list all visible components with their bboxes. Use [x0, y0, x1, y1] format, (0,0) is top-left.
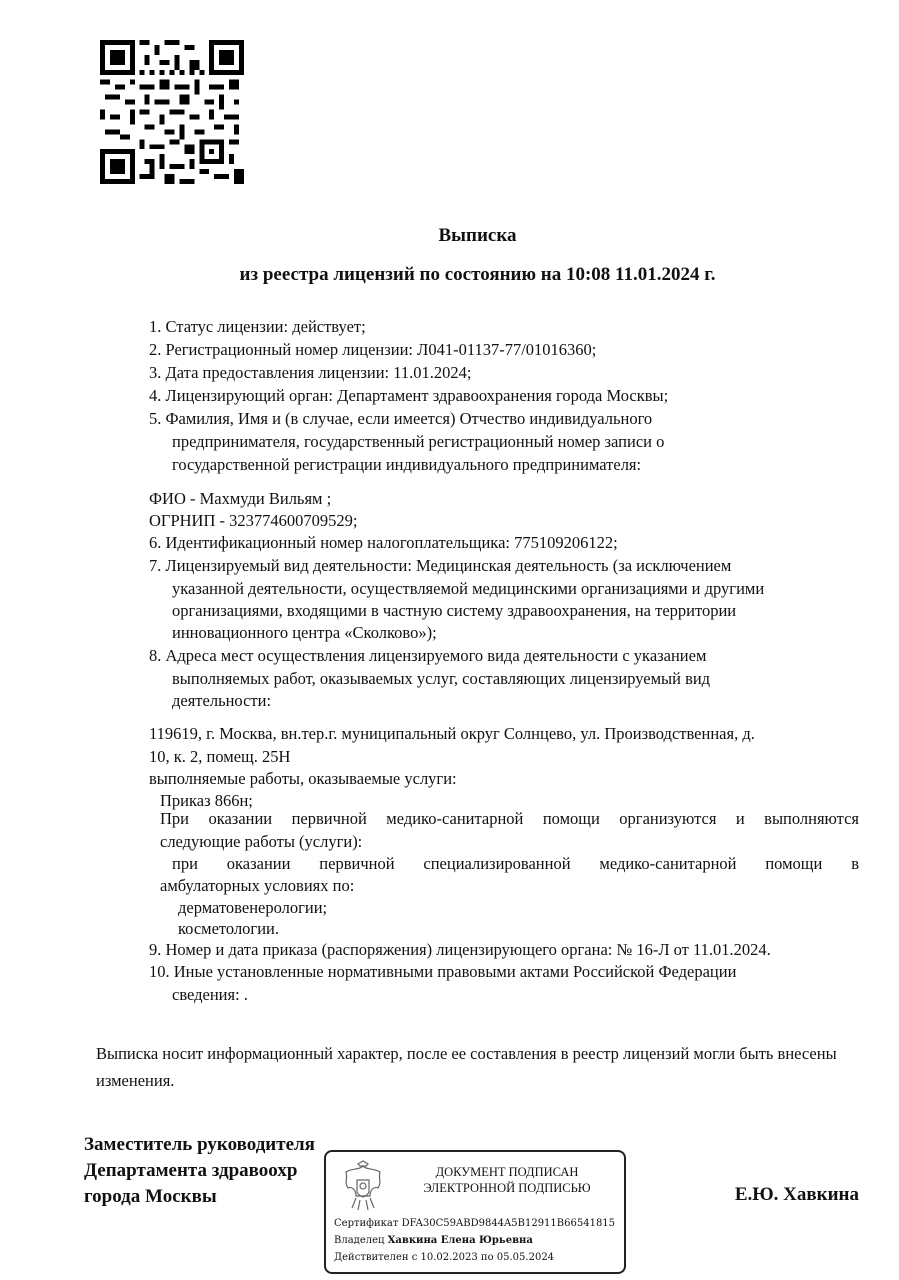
signatory-position-line: Заместитель руководителя: [84, 1134, 315, 1155]
electronic-signature-stamp: [324, 1150, 626, 1274]
item-entrepreneur-heading-cont: предпринимателя, государственный регистрационный номер записи о: [172, 432, 665, 451]
certificate-number: DFA30C59ABD9844A5B12911B66541815: [401, 1218, 616, 1229]
primary-care-line-cont: следующие работы (услуги):: [160, 832, 363, 851]
entrepreneur-ogrnip: ОГРНИП - 323774600709529;: [149, 511, 358, 530]
item-other-info-cont: сведения: .: [172, 985, 248, 1004]
stamp-heading: [396, 1164, 618, 1196]
stamp-heading-line: ЭЛЕКТРОННОЙ ПОДПИСЬЮ: [423, 1181, 591, 1195]
item-activity-type-cont: указанной деятельности, осуществляемой медицинскими организациями и другими: [172, 579, 765, 598]
order-reference: Приказ 866н;: [160, 791, 253, 810]
specialized-care-line-cont: амбулаторных условиях по:: [160, 876, 355, 895]
item-licensing-authority: 4. Лицензирующий орган: Департамент здравоохранения города Москвы;: [149, 386, 669, 405]
qr-code-icon: [100, 40, 244, 184]
service-cosmetology: косметологии.: [178, 919, 279, 938]
item-license-status: 1. Статус лицензии: действует;: [149, 317, 366, 336]
item-other-info: 10. Иные установленные нормативными правовыми актами Российской Федерации: [149, 962, 737, 981]
stamp-owner: [334, 1235, 533, 1246]
item-registration-number: 2. Регистрационный номер лицензии: Л041-01137-77/01016360;: [149, 340, 597, 359]
item-entrepreneur-heading: 5. Фамилия, Имя и (в случае, если имеется) Отчество индивидуального: [149, 409, 653, 428]
owner-name: Хавкина Елена Юрьевна: [387, 1235, 533, 1246]
item-activity-type-cont: инновационного центра «Сколково»);: [172, 623, 437, 642]
address-line: 119619, г. Москва, вн.тер.г. муниципальный округ Солнцево, ул. Производственная, д.: [149, 724, 755, 743]
document-title: Выписка: [438, 225, 517, 246]
signatory-name: Е.Ю. Хавкина: [734, 1184, 859, 1205]
item-addresses-cont: деятельности:: [172, 691, 272, 710]
stamp-validity: Действителен с 10.02.2023 по 05.05.2024: [334, 1252, 555, 1263]
item-inn: 6. Идентификационный номер налогоплательщика: 775109206122;: [149, 533, 618, 552]
address-line: 10, к. 2, помещ. 25Н: [149, 747, 291, 766]
item-activity-type-cont: организациями, входящими в частную систему здравоохранения, на территории: [172, 601, 737, 620]
document-subtitle: из реестра лицензий по состоянию на 10:08 11.01.2024 г.: [239, 264, 716, 285]
item-addresses: 8. Адреса мест осуществления лицензируемого вида деятельности с указанием: [149, 646, 707, 665]
signatory-position-line: города Москвы: [84, 1186, 217, 1207]
item-addresses-cont: выполняемых работ, оказываемых услуг, составляющих лицензируемый вид: [172, 669, 711, 688]
coat-of-arms-icon: [338, 1160, 388, 1214]
item-activity-type: 7. Лицензируемый вид деятельности: Медицинская деятельность (за исключением: [149, 556, 732, 575]
item-order-number: 9. Номер и дата приказа (распоряжения) лицензирующего органа: № 16-Л от 11.01.2024.: [149, 940, 771, 959]
service-dermatovenerology: дерматовенерологии;: [178, 898, 328, 917]
item-entrepreneur-heading-cont: государственной регистрации индивидуального предпринимателя:: [172, 455, 642, 474]
works-heading: выполняемые работы, оказываемые услуги:: [149, 769, 457, 788]
stamp-certificate: [334, 1218, 615, 1229]
stamp-heading-line: ДОКУМЕНТ ПОДПИСАН: [435, 1165, 579, 1179]
primary-care-line: При оказании первичной медико-санитарной помощи организуются и выполняются: [160, 809, 859, 828]
disclaimer-note: Выписка носит информационный характер, после ее составления в реестр лицензий могли быть внесены изменения.: [96, 1044, 837, 1090]
signatory-position: [84, 1132, 315, 1210]
item-license-date: 3. Дата предоставления лицензии: 11.01.2024;: [149, 363, 472, 382]
signatory-position-line: Департамента здравоохр: [84, 1160, 298, 1181]
specialized-care-line: при оказании первичной специализированной медико-санитарной помощи в: [172, 854, 859, 873]
owner-label: Владелец: [334, 1235, 385, 1246]
certificate-label: Сертификат: [334, 1218, 399, 1229]
entrepreneur-name: ФИО - Махмуди Вильям ;: [149, 489, 332, 508]
